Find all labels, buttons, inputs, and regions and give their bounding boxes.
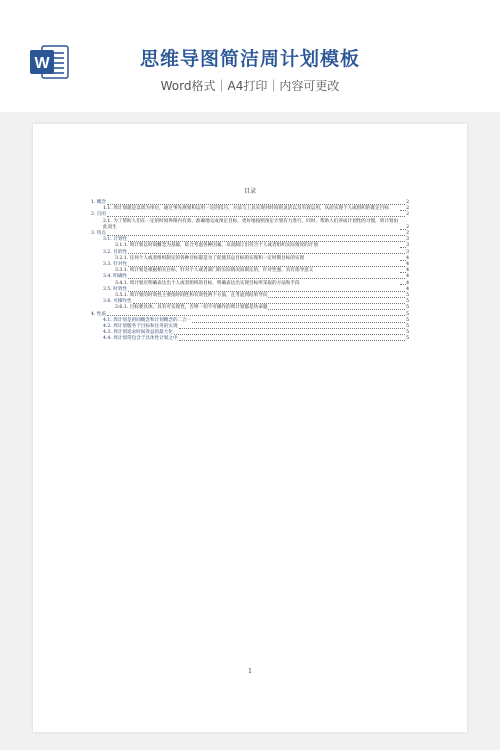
toc-entry[interactable]: 3.3. 针对性 4 [103,262,409,268]
toc-entry[interactable]: 3.3.1. 周计划是根据相关目标，针对个人或者部门的实际情况而制定的，针对性强，具有指导意义 4 [115,268,409,274]
toc-entry[interactable]: 3.1.1. 周计划以时间概念为基础，综合考虑各种因素，从而制订出符合个人或者组织实际情况的计划 3 [115,243,409,249]
toc-entry[interactable]: 3.4. 明确性 4 [103,274,409,280]
toc-entry[interactable]: 3. 特点 2 [91,231,409,237]
toc-entry[interactable]: 4. 性质 5 [91,311,409,317]
toc-entry[interactable]: 3.1. 计划性 3 [103,237,409,243]
toc-entry[interactable]: 1. 概念 2 [91,200,409,205]
toc-title: 目录 [243,188,256,195]
toc-entry[interactable]: 2. 目的 2 [91,212,409,218]
toc-entry[interactable]: 4.4. 周计划常包含于具体性计划之中 5 [103,336,409,342]
toc-entry[interactable]: 1.1. 周计划就是以周为单位，通过事先规划和运用一定的技巧、方法与工具实现对时间的灵活以及有效运用，从而实现个人或组织的既定目标 2 [103,206,409,212]
page-subtitle: Word格式｜A4打印｜内容可更改 [160,79,340,93]
toc-entry[interactable]: 4.1. 周计划是时间概念和计划概念的二合一 5 [103,317,409,323]
table-of-contents [91,186,409,343]
toc-entry[interactable]: 4.2. 周计划服务于目标和任务的实现 5 [103,324,409,330]
toc-entry[interactable]: 3.5. 时效性 4 [103,286,409,292]
toc-entry[interactable]: 3.4.1. 周计划应明确表达出个人或者组织的目标，明确表达出实现目标所采取的方法和手段 4 [115,280,409,286]
toc-entry[interactable]: 2.1. 为了帮助人们在一定的时间界限内有效、准确地完成预定目标，更好地按照预定计划有力进行，同时，帮助人们养成计划性的习惯，周计划由此而生 2 [103,218,409,230]
toc-entry[interactable]: 3.6.1. 目标要具体、具有可实现性，否则一切不可操作的周计划都是伪命题 5 [115,305,409,311]
page-title: 思维导图简洁周计划模板 [139,48,360,70]
toc-entry[interactable]: 3.5.1. 周计划的时效性主要指时间性和有效性两个方面，且考虑到结果导向 5 [115,293,409,299]
header [0,0,500,112]
word-logo-letter: W [34,55,50,72]
document-page [33,124,467,732]
toc-entry[interactable]: 3.2. 目的性 3 [103,249,409,255]
toc-entry[interactable]: 3.2.1. 任何个人或者组织制定的各种目标都是为了促使其总目标的实现和一定时期目标的实现 4 [115,255,409,261]
page-number: 1 [248,668,252,675]
toc-entry[interactable]: 4.3. 周计划追求时间效益的最大化 5 [103,330,409,336]
document-canvas[interactable] [0,112,500,750]
toc-entry[interactable]: 3.6. 可操作性 5 [103,299,409,305]
